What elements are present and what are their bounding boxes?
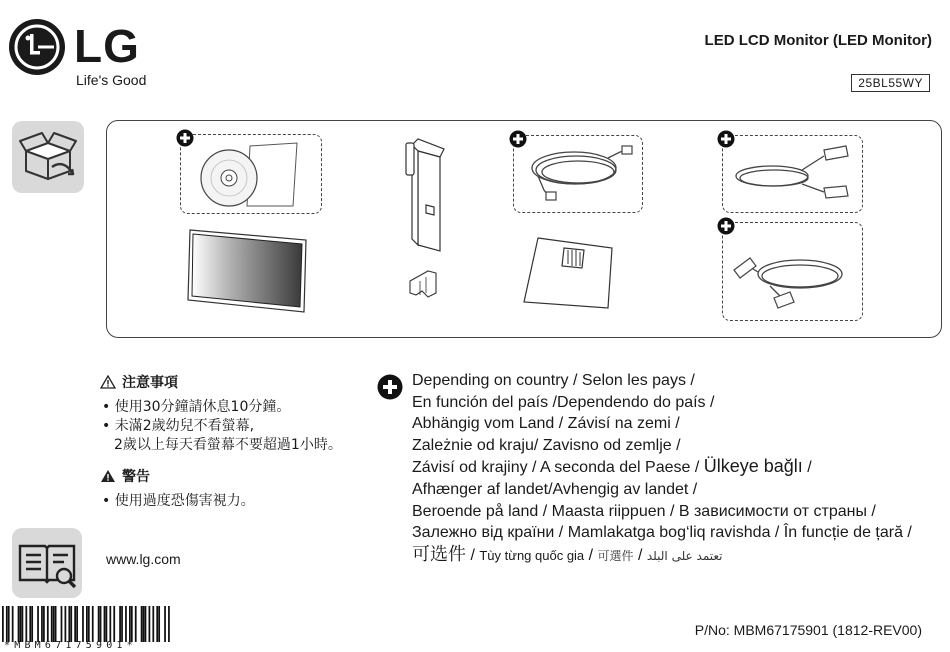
manual-tile xyxy=(12,528,82,598)
taiwan-warning-block xyxy=(100,372,390,511)
barcode-icon xyxy=(2,606,170,642)
tagline: Life's Good xyxy=(76,72,147,88)
plus-circle-icon xyxy=(176,129,194,147)
country-note-line: Afhænger af landet/Avhengig av landet / xyxy=(412,480,698,498)
country-note-line: 可选件 / Tùy từng quốc gia / 可選件 / تعتمد على البلد xyxy=(412,543,723,565)
logo-wordmark: LG xyxy=(74,20,140,72)
book-magnifier-icon xyxy=(12,528,82,598)
hdmi-cable-icon xyxy=(730,240,854,314)
part-number: P/No: MBM67175901 (1812-REV00) xyxy=(694,622,922,638)
stand-body-icon xyxy=(400,135,450,305)
cd-and-manual-icon xyxy=(195,140,305,210)
country-note-line: Závisí od krajiny / A seconda del Paese / Ülkeye bağlı / xyxy=(412,456,812,477)
stand-base-icon xyxy=(520,232,620,310)
plus-circle-icon xyxy=(377,374,403,400)
country-note-line: Zależnie od kraju/ Zavisno od zemlje / xyxy=(412,436,681,454)
model-number: 25BL55WY xyxy=(851,74,930,92)
country-note-line: En función del país /Dependendo do país / xyxy=(412,393,715,411)
barcode-text: *MBM67175901* xyxy=(4,640,137,651)
lg-face-logo-icon xyxy=(8,18,66,76)
caution-heading xyxy=(100,372,390,392)
depending-on-country-note xyxy=(412,370,942,567)
caution-triangle-icon xyxy=(100,375,116,389)
document-title: LED LCD Monitor (LED Monitor) xyxy=(704,32,932,49)
caution-title: 注意事項 xyxy=(122,375,178,391)
hdmi-cable-icon xyxy=(732,144,856,204)
warning-heading xyxy=(100,466,390,486)
caution-item: • 未滿2歲幼兒不看螢幕, xyxy=(102,418,255,434)
plus-circle-icon xyxy=(717,217,735,235)
monitor-icon xyxy=(184,226,310,314)
website-url: www.lg.com xyxy=(106,551,181,567)
country-note-line: Beroende på land / Maasta riippuen / В зависимости от страны / xyxy=(412,502,876,520)
lg-logo xyxy=(8,16,158,96)
caution-item: 2歲以上每天看螢幕不要超過1小時。 xyxy=(114,437,342,453)
country-note-line: Depending on country / Selon les pays / xyxy=(412,372,695,389)
box-contents-tile xyxy=(12,121,84,193)
power-cord-icon xyxy=(524,142,634,204)
warning-triangle-icon xyxy=(100,469,116,483)
open-box-icon xyxy=(12,121,84,193)
caution-item: • 使用30分鐘請休息10分鐘。 xyxy=(102,399,291,415)
country-note-line: Abhängig vom Land / Závisí na zemi / xyxy=(412,415,680,433)
warning-title: 警告 xyxy=(122,469,150,485)
country-note-line: Залежно від країни / Mamlakatga bog‘liq ravishda / În funcție de țară / xyxy=(412,524,912,542)
warning-item: • 使用過度恐傷害視力。 xyxy=(102,493,255,509)
